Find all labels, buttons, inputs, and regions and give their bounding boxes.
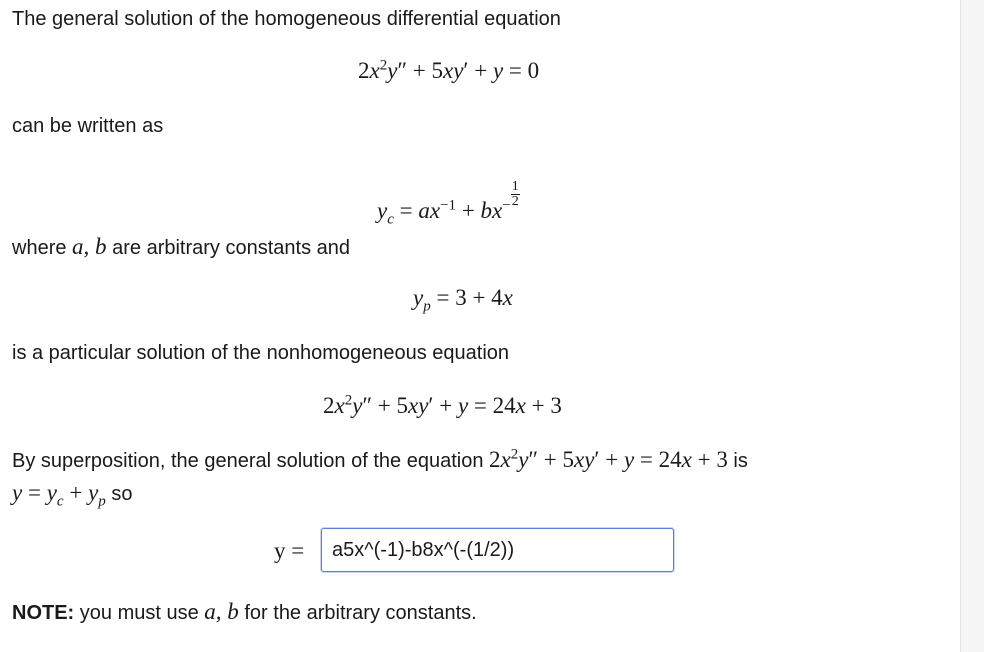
homogeneous-equation: $2x^2y'' + 5xy' + y = 0$: [358, 57, 540, 83]
note-bold: NOTE:: [12, 602, 75, 624]
note-vars: a, b: [204, 599, 239, 624]
particular-text: is a particular solution of the nonhomogeneous equation: [12, 342, 510, 364]
note-suffix: for the arbitrary constants.: [244, 602, 477, 624]
where-prefix: where: [12, 237, 67, 259]
particular-solution: $y_p = 3 + 4x$: [413, 285, 513, 315]
superposition-prefix: By superposition, the general solution of the equation: [12, 450, 484, 472]
superposition-line2: [12, 480, 133, 510]
superposition-is: is: [733, 450, 748, 472]
where-suffix: are arbitrary constants and: [112, 237, 351, 259]
answer-label: y =: [274, 538, 305, 563]
superposition-equation: $2x^2y'' + 5xy' + y = 24x + 3$: [489, 446, 728, 472]
note-text: [12, 600, 477, 625]
nonhomogeneous-equation: $2x^2y'' + 5xy' + y = 24x + 3$: [323, 392, 562, 418]
so-word: so: [111, 483, 133, 505]
where-vars: a, b: [72, 234, 107, 259]
superposition-text: [12, 448, 748, 473]
note-prefix: you must use: [79, 602, 199, 624]
general-sum-equation: $y = y_c + y_p$: [12, 480, 106, 510]
right-scroll-edge: [960, 0, 984, 652]
complementary-solution: $y_c = ax^{-1} + bx^-$ $\frac{1}{2}$: [377, 179, 519, 228]
intro-text: The general solution of the homogeneous differential equation: [12, 8, 561, 30]
can-be-written-text: can be written as: [12, 115, 164, 137]
answer-input[interactable]: [321, 528, 674, 572]
where-text: [12, 235, 350, 260]
